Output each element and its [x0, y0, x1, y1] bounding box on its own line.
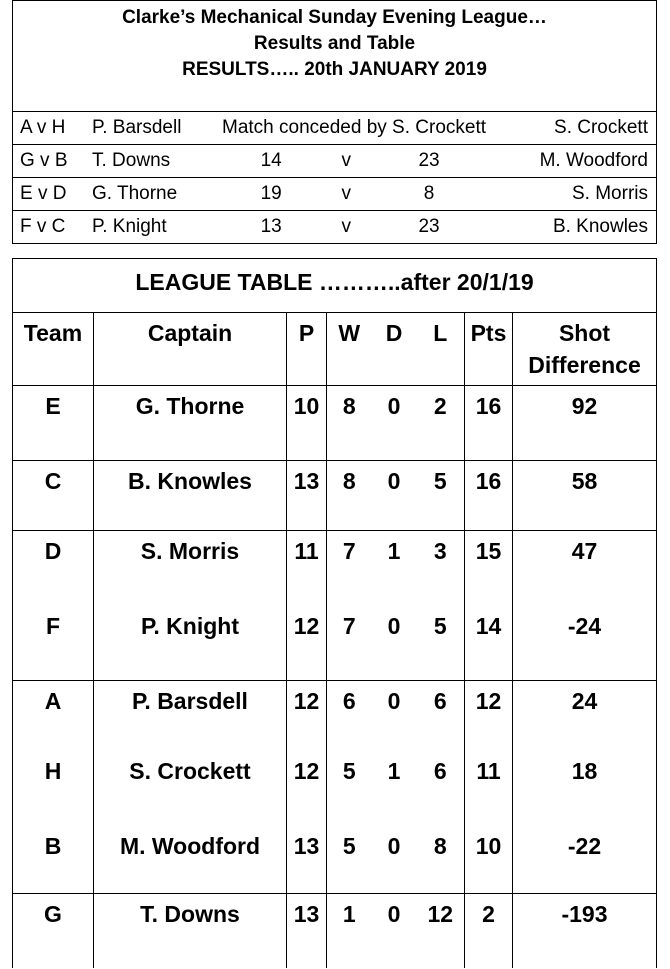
- document-subtitle: Results and Table: [253, 33, 416, 54]
- result-row: [13, 211, 657, 244]
- won: 7: [327, 531, 372, 606]
- points: 15: [465, 531, 513, 606]
- versus: v: [320, 145, 372, 178]
- drawn: 0: [372, 386, 417, 461]
- team: A: [13, 681, 94, 751]
- won: 5: [327, 751, 372, 826]
- lost: 6: [417, 681, 465, 751]
- played: 12: [287, 681, 327, 751]
- shot-difference: 24: [513, 681, 657, 751]
- shot-difference: -193: [513, 894, 657, 968]
- result-row: [13, 145, 657, 178]
- won: 7: [327, 606, 372, 681]
- lost-column-header: L: [417, 313, 465, 386]
- team: F: [13, 606, 94, 681]
- captain: M. Woodford: [94, 826, 287, 894]
- league-row: [13, 606, 657, 681]
- played: 13: [287, 894, 327, 968]
- league-header-row: [13, 313, 657, 386]
- points-column-header: Pts: [465, 313, 513, 386]
- shot-difference-column-header: [513, 313, 657, 386]
- lost: 5: [417, 461, 465, 531]
- shot-difference: -24: [513, 606, 657, 681]
- team: H: [13, 751, 94, 826]
- home-score: 14: [222, 145, 320, 178]
- team: G: [13, 894, 94, 968]
- fixture: G v B: [13, 145, 93, 178]
- points: 10: [465, 826, 513, 894]
- played: 11: [287, 531, 327, 606]
- team: C: [13, 461, 94, 531]
- title-box: [12, 0, 657, 112]
- shot-difference: 18: [513, 751, 657, 826]
- shot-header-line2: Difference: [528, 352, 641, 378]
- league-name: Clarke’s Mechanical Sunday Evening League…: [122, 7, 547, 28]
- home-captain: T. Downs: [92, 145, 222, 178]
- shot-difference: 47: [513, 531, 657, 606]
- lost: 2: [417, 386, 465, 461]
- lost: 6: [417, 751, 465, 826]
- won: 8: [327, 386, 372, 461]
- drawn-column-header: D: [372, 313, 417, 386]
- played: 12: [287, 751, 327, 826]
- league-row: [13, 751, 657, 826]
- played: 12: [287, 606, 327, 681]
- drawn: 1: [387, 757, 401, 784]
- points: 12: [465, 681, 513, 751]
- captain: G. Thorne: [94, 386, 287, 461]
- league-table-title-box: [12, 258, 657, 313]
- won-column-header: W: [327, 313, 372, 386]
- drawn: 0: [372, 461, 417, 531]
- fixture: A v H: [13, 112, 93, 145]
- team: B: [13, 826, 94, 894]
- played: 13: [287, 826, 327, 894]
- away-captain: S. Morris: [486, 178, 656, 211]
- points: 11: [465, 751, 513, 826]
- drawn: 0: [387, 612, 401, 639]
- league-row: [13, 461, 657, 531]
- results-date-heading: RESULTS….. 20th JANUARY 2019: [182, 59, 487, 80]
- shot-header-line1: Shot: [558, 320, 611, 346]
- won: 8: [327, 461, 372, 531]
- away-captain: B. Knowles: [486, 211, 656, 244]
- played-column-header: P: [287, 313, 327, 386]
- result-row: [13, 178, 657, 211]
- points: 16: [465, 386, 513, 461]
- shot-difference: 58: [513, 461, 657, 531]
- points: 16: [465, 461, 513, 531]
- points: 2: [465, 894, 513, 968]
- league-table: [12, 312, 657, 968]
- home-score: 19: [222, 178, 320, 211]
- drawn: 0: [372, 681, 417, 751]
- captain: S. Morris: [94, 531, 287, 606]
- captain-column-header: Captain: [94, 313, 287, 386]
- captain: P. Barsdell: [94, 681, 287, 751]
- fixture: E v D: [13, 178, 93, 211]
- result-row: [13, 112, 657, 145]
- captain: P. Knight: [94, 606, 287, 681]
- drawn: 0: [372, 894, 417, 968]
- lost: 3: [417, 531, 465, 606]
- away-score: 23: [372, 211, 486, 244]
- away-score: 23: [372, 145, 486, 178]
- versus: v: [320, 211, 372, 244]
- drawn: 0: [387, 832, 401, 859]
- away-captain: S. Crockett: [486, 112, 656, 145]
- concession-note: Match conceded by S. Crockett: [222, 112, 486, 145]
- won: 5: [327, 826, 372, 894]
- team: D: [13, 531, 94, 606]
- league-row: [13, 531, 657, 606]
- home-captain: P. Barsdell: [92, 112, 222, 145]
- away-captain: M. Woodford: [486, 145, 656, 178]
- home-captain: G. Thorne: [92, 178, 222, 211]
- won: 6: [327, 681, 372, 751]
- home-score: 13: [222, 211, 320, 244]
- shot-difference: 92: [513, 386, 657, 461]
- league-row: [13, 681, 657, 751]
- shot-difference: -22: [513, 826, 657, 894]
- league-row: [13, 826, 657, 894]
- points: 14: [465, 606, 513, 681]
- league-row: [13, 894, 657, 968]
- captain: T. Downs: [94, 894, 287, 968]
- played: 10: [287, 386, 327, 461]
- captain: B. Knowles: [94, 461, 287, 531]
- versus: v: [320, 178, 372, 211]
- league-table-title: LEAGUE TABLE ………..after 20/1/19: [135, 269, 534, 295]
- lost: 12: [417, 894, 465, 968]
- team-column-header: Team: [13, 313, 94, 386]
- won: 1: [327, 894, 372, 968]
- team: E: [13, 386, 94, 461]
- league-row: [13, 386, 657, 461]
- captain: S. Crockett: [94, 751, 287, 826]
- lost: 8: [417, 826, 465, 894]
- lost: 5: [417, 606, 465, 681]
- away-score: 8: [372, 178, 486, 211]
- played: 13: [287, 461, 327, 531]
- home-captain: P. Knight: [92, 211, 222, 244]
- fixture: F v C: [13, 211, 93, 244]
- drawn: 1: [372, 531, 417, 606]
- results-table: [12, 111, 657, 244]
